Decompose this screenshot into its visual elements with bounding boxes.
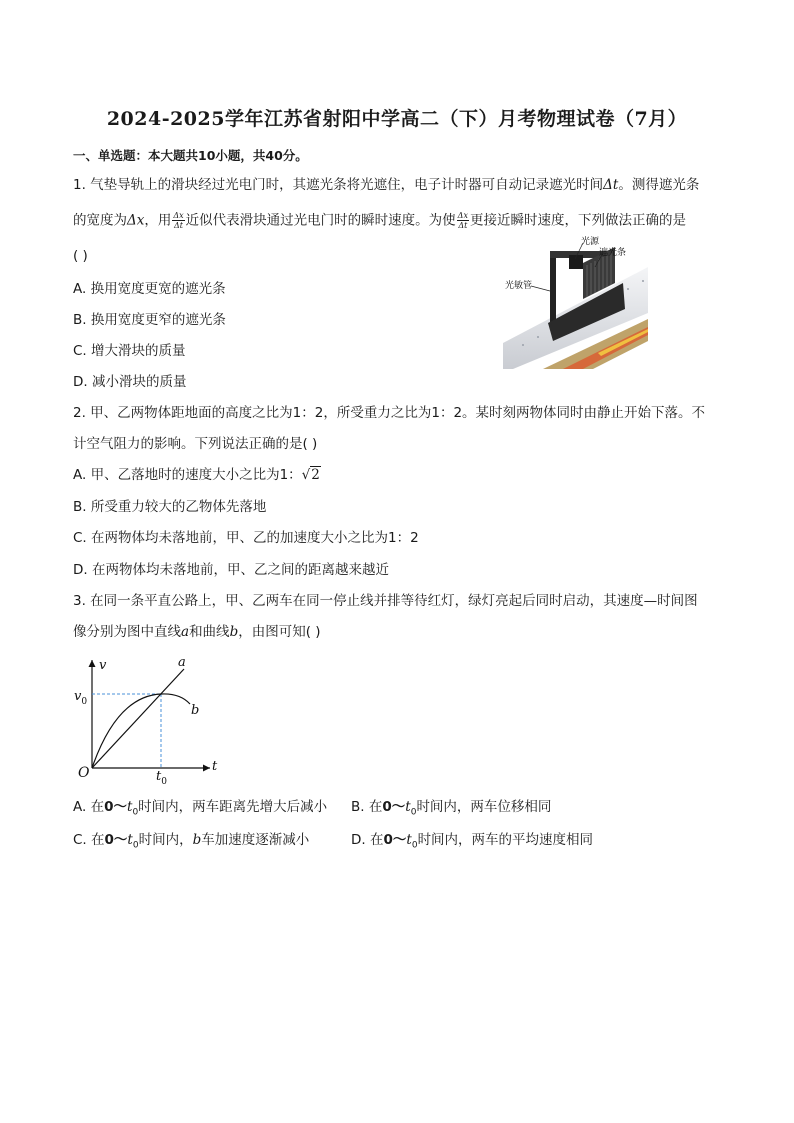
air-track-photo [503,233,648,369]
label-light-source: 光源 [581,237,600,247]
q1-option-c: C. 增大滑块的质量 [73,343,186,359]
q3-option-b: B. 在$0\sim t_0$时间内，两车位移相同 [351,799,552,818]
origin-label: O [78,765,90,781]
q2-option-a: A. 甲、乙落地时的速度大小之比为1：√2 [73,467,320,483]
line-a-label: a [178,655,186,670]
q1-line-1: 1. 气垫导轨上的滑块经过光电门时，其遮光条将光遮住，电子计时器可自动记录遮光时间Δt。测得遮光条 [73,177,700,193]
fraction-dx-dt-2: $\frac{\Delta x}{\Delta t}$ [457,211,468,230]
q1-option-d: D. 减小滑块的质量 [73,374,187,390]
q1-option-b: B. 换用宽度更窄的遮光条 [73,312,226,328]
q3-option-d: D. 在$0\sim t_0$时间内，两车的平均速度相同 [351,832,594,851]
curve-b-label: b [191,703,200,718]
line-a [92,669,184,768]
photogate-post [550,251,556,329]
section-heading: 一、单选题：本大题共10小题，共40分。 [73,148,308,163]
q3-option-c: C. 在$0\sim t_0$时间内，b车加速度逐渐减小 [73,832,310,851]
q1-line-2: 的宽度为Δx，用 $\frac{\Delta x}{\Delta t}$ 近似代表滑块通过光电门时的瞬时速度。为使 $\frac{\Delta x}{\Delta t}$ 更接近瞬时速度，下列做法正确的是 [73,211,686,230]
q1-answer-paren: ( ) [73,248,88,264]
q2-option-c: C. 在两物体均未落地前，甲、乙的加速度大小之比为1：2 [73,530,419,546]
q1-option-a: A. 换用宽度更宽的遮光条 [73,281,226,297]
label-photosensitive-tube: 光敏管 [505,281,533,291]
v0-label: $v_0$ [74,689,88,707]
q2-line-2: 计空气阻力的影响。下列说法正确的是( ) [73,436,318,452]
q2-line-1: 2. 甲、乙两物体距地面的高度之比为1：2，所受重力之比为1：2。某时刻两物体同时由静止开始下落。不 [73,405,706,421]
q3-option-a: A. 在$0\sim t_0$时间内，两车距离先增大后减小 [73,799,328,818]
curve-b [92,694,190,768]
sqrt-symbol: √2 [301,467,320,483]
exam-title: 2024-2025学年江苏省射阳中学高二（下）月考物理试卷（7月） [106,108,688,130]
q2-option-d: D. 在两物体均未落地前，甲、乙之间的距离越来越近 [73,562,389,578]
q3-line-1: 3. 在同一条平直公路上，甲、乙两车在同一停止线并排等待红灯，绿灯亮起后同时启动，其速度—时间图 [73,593,698,609]
q3-line-2: 像分别为图中直线a和曲线b，由图可知( ) [73,624,321,640]
q2-option-b: B. 所受重力较大的乙物体先落地 [73,499,267,515]
v-axis-label: v [99,658,107,673]
t0-label: $t_0$ [156,769,167,787]
t-axis-label: t [212,759,218,774]
fraction-dx-dt: $\frac{\Delta x}{\Delta t}$ [173,211,184,230]
label-shading-strip: 遮光条 [599,248,627,258]
velocity-time-graph [72,652,232,787]
